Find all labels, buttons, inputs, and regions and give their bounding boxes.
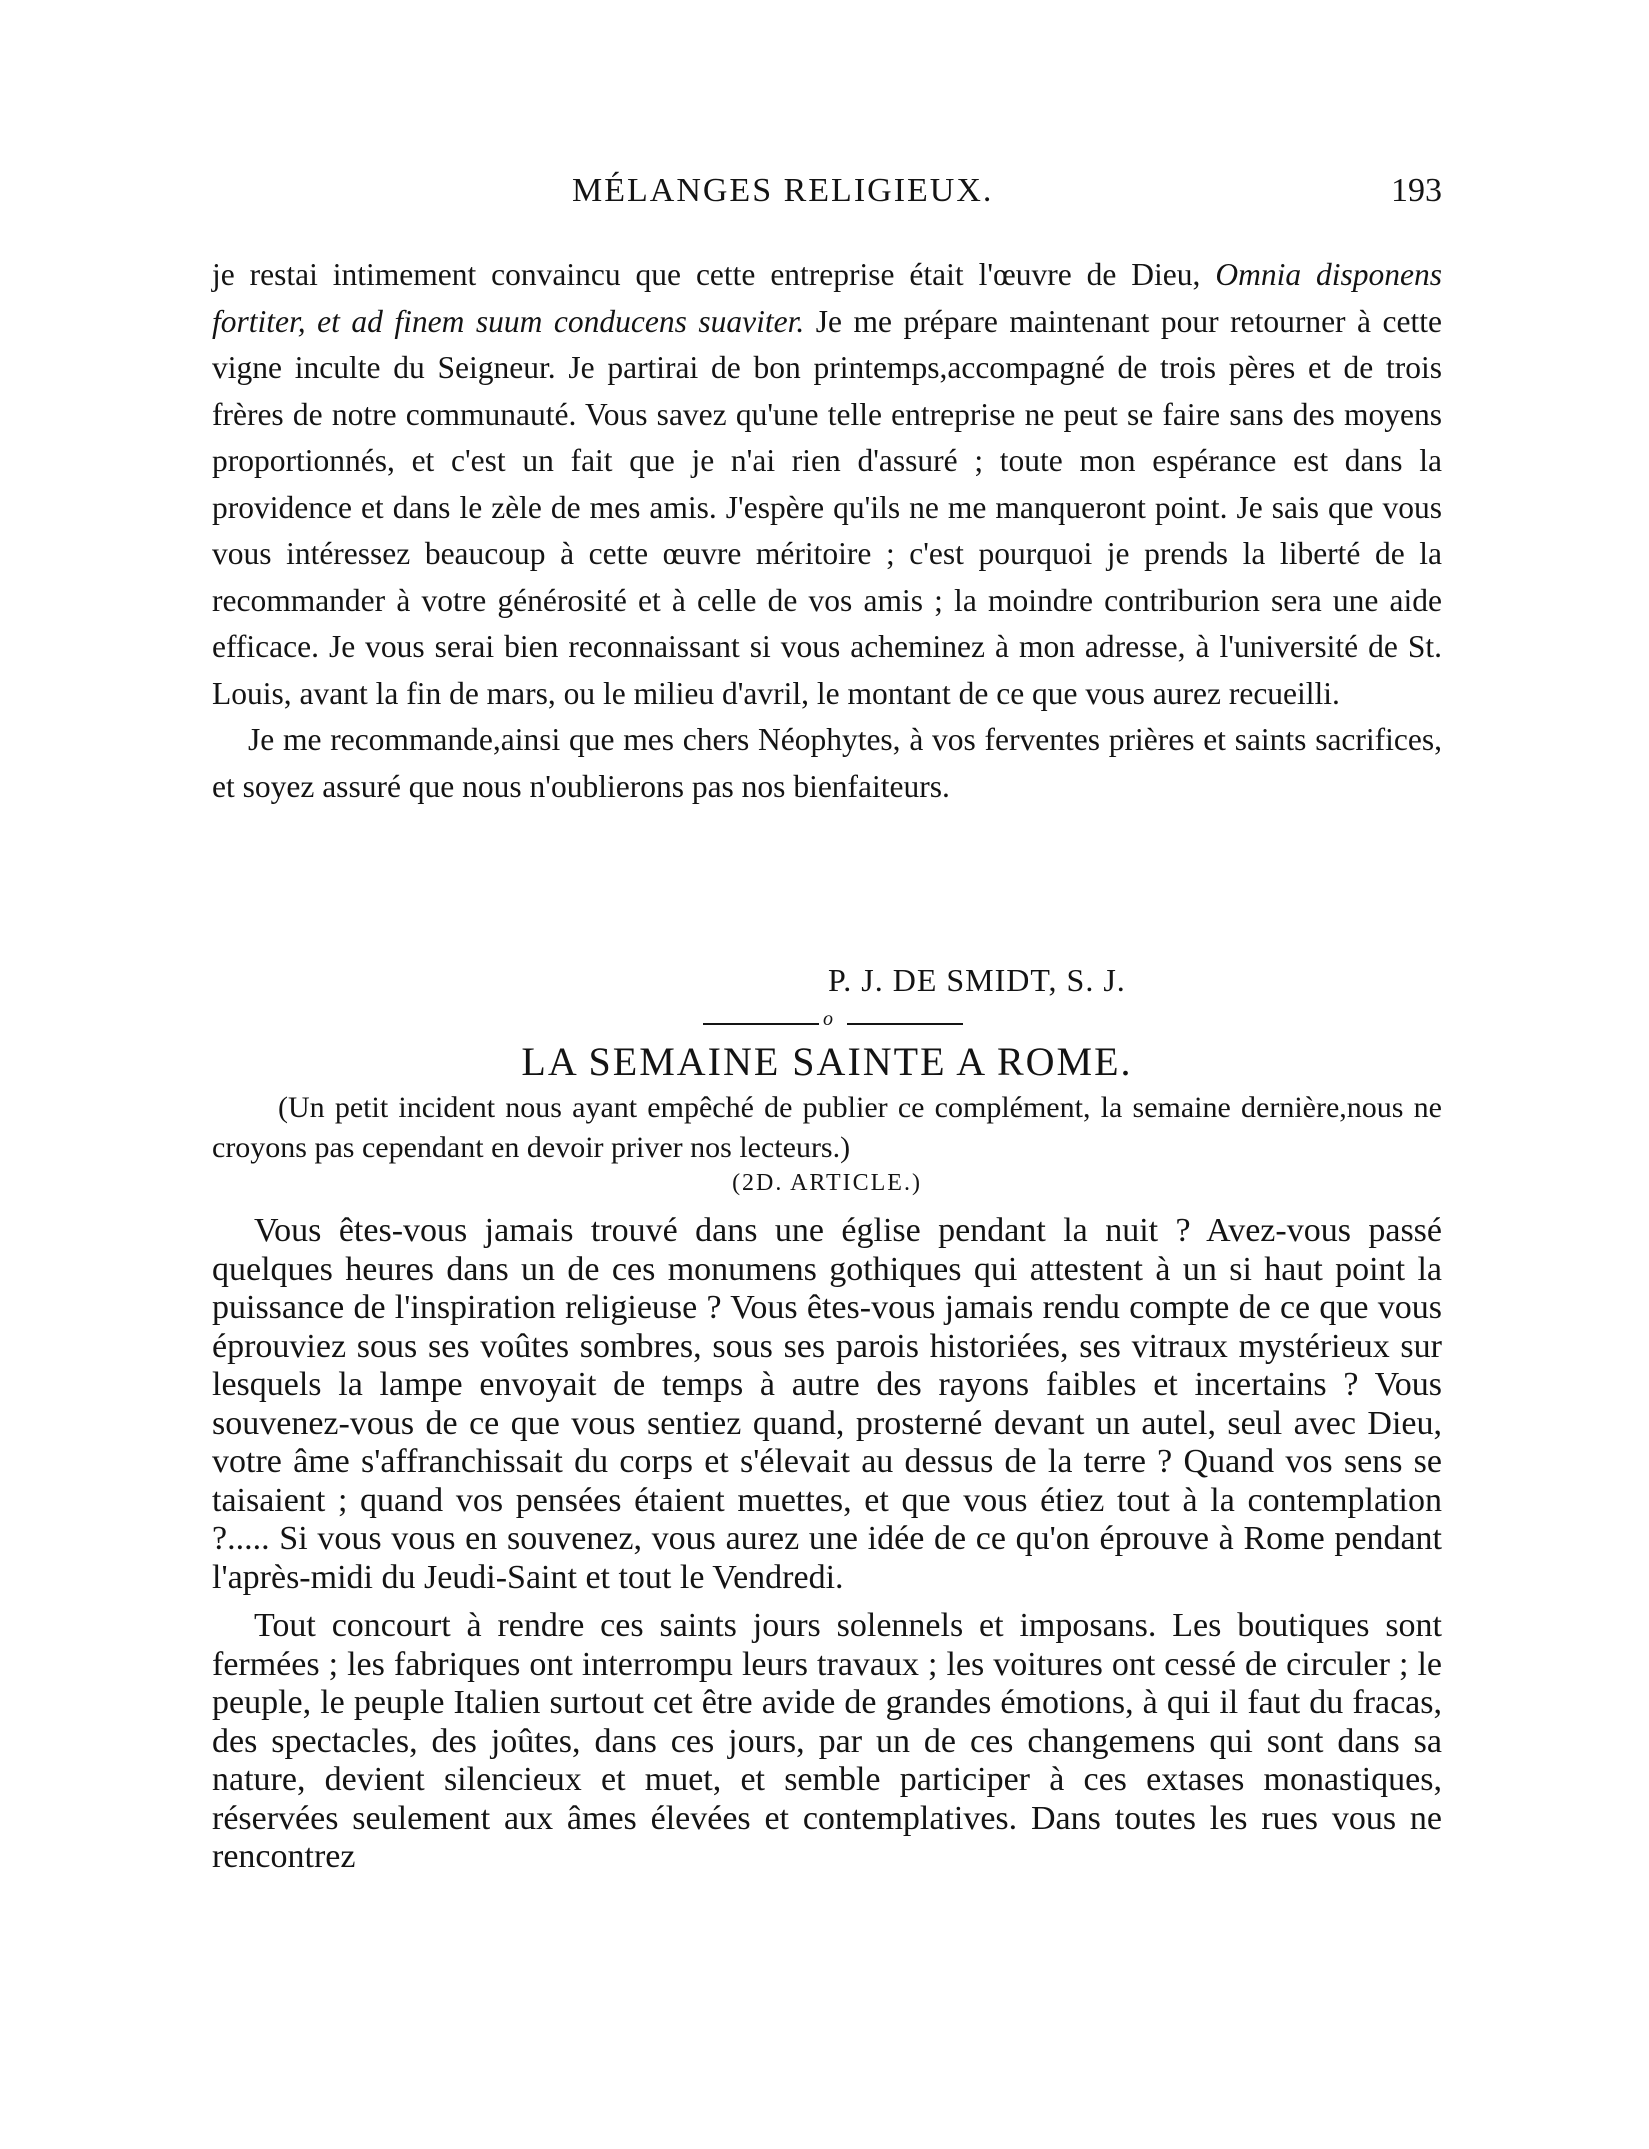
letter-text (212, 252, 1442, 810)
letter-paragraph-text: je restai intimement convaincu que cette entreprise était l'œuvre de Dieu, (212, 257, 1216, 292)
running-head (212, 172, 1442, 222)
divider-ornament: o (823, 1008, 833, 1030)
latin-quotation: Omnia disponens fortiter, et ad finem suum conducens suaviter. (212, 257, 1442, 339)
running-title: MÉLANGES RELIGIEUX. (572, 172, 994, 209)
section-divider (703, 1008, 963, 1036)
page-number: 193 (1391, 172, 1442, 209)
divider-rule (847, 1023, 963, 1025)
article-body (212, 1212, 1442, 1877)
article-title: LA SEMAINE SAINTE A ROME. (521, 1039, 1133, 1084)
article-paragraph: Tout concourt à rendre ces saints jours solennels et imposans. Les boutiques sont fermées ; les fabriques ont interrompu leurs travaux ; les voitures ont cessé de circuler ; le peuple, le peuple Italien surtout cet être avide de grandes émotions, à qui il faut du fracas, des spectacles, des joûtes, dans ces jours, par un de ces changemens qui sont dans sa nature, devient silencieux et muet, et semble participer à ces extases monastiques, réservées seulement aux âmes élevées et contemplatives. Dans toutes les rues vous ne rencontrez (212, 1607, 1442, 1875)
letter-signature: P. J. DE SMIDT, S. J. (828, 962, 1126, 998)
article-paragraph: Vous êtes-vous jamais trouvé dans une église pendant la nuit ? Avez-vous passé quelques heures dans un de ces monumens gothiques qui attestent à un si haut point la puissance de l'inspiration religieuse ? Vous êtes-vous jamais rendu compte de ce que vous éprouviez sous ses voûtes sombres, sous ses parois historiées, ses vitraux mystérieux sur lesquels la lampe envoyait de temps à autre des rayons faibles et incertains ? Vous souvenez-vous de ce que vous sentiez quand, prosterné devant un autel, seul avec Dieu, votre âme s'affranchissait du corps et s'élevait au dessus de la terre ? Quand vos sens se taisaient ; quand vos pensées étaient muettes, et que vous étiez tout à la contemplation ?..... Si vous vous en souvenez, vous aurez une idée de ce qu'on éprouve à Rome pendant l'après-midi du Jeudi-Saint et tout le Vendredi. (212, 1212, 1442, 1596)
letter-paragraph-text: Je me prépare maintenant pour retourner à cette vigne inculte du Seigneur. Je partirai de bon printemps,accompagné de trois pères et de trois frères de notre communauté. Vous savez qu'une telle entreprise ne peut se faire sans des moyens proportionnés, et c'est un fait que je n'ai rien d'assuré ; toute mon espérance est dans la providence et dans le zèle de mes amis. J'espère qu'ils ne me manqueront point. Je sais que vous vous intéressez beaucoup à cette œuvre méritoire ; c'est pourquoi je prends la liberté de la recommander à votre générosité et à celle de vos amis ; la moindre contriburion sera une aide efficace. Je vous serai bien reconnaissant si vous acheminez à mon adresse, à l'université de St. Louis, avant la fin de mars, ou le milieu d'avril, le montant de ce que vous aurez recueilli. (212, 303, 1442, 711)
divider-rule (703, 1023, 819, 1025)
letter-closing-paragraph: Je me recommande,ainsi que mes chers Néophytes, à vos ferventes prières et saints sacrifices, et soyez assuré que nous n'oublierons pas nos bienfaiteurs. (212, 722, 1442, 804)
editor-note (212, 1088, 1442, 1168)
article-number: (2D. ARTICLE.) (732, 1170, 922, 1196)
editor-note-text: (Un petit incident nous ayant empêché de publier ce complément, la semaine dernière,nous ne croyons pas cependant en devoir priver nos lecteurs.) (212, 1091, 1442, 1164)
letter-paragraph (212, 252, 1442, 717)
